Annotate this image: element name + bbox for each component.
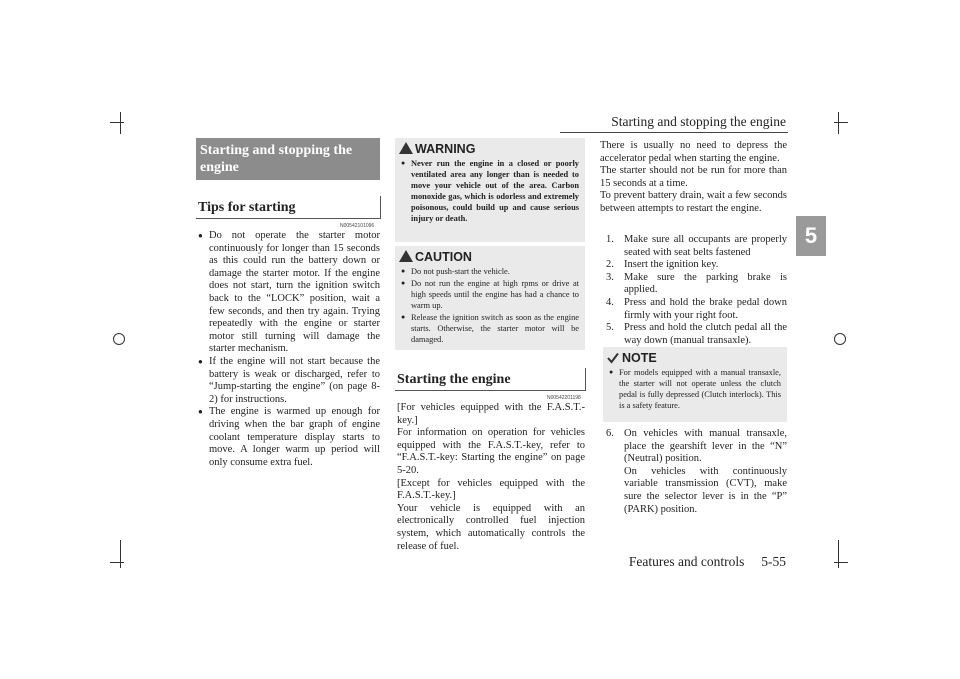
paragraph: [For vehicles equipped with the F.A.S.T.-key.] [397,402,585,426]
page-footer: Features and controls 5-55 [628,554,786,569]
list-item: ● Do not run the engine at high rpms or drive at high speeds until the engine has had a chance to warm up. [401,278,579,311]
crop-mark [838,112,839,134]
crop-mark [120,540,121,568]
doc-code: N00542201198 [547,395,581,401]
steps-list [606,234,787,347]
paragraph: [Except for vehicles equipped with the F.A.S.T.-key.] [397,477,585,502]
subheading-rule [585,368,586,391]
section-title: Starting and stopping the engine [196,138,380,180]
note-text [603,365,787,411]
caution-label: CAUTION [415,250,472,264]
subheading-tips: Tips for starting [198,200,296,215]
doc-code: N00542101096 [340,223,375,229]
crop-mark [834,562,848,563]
checkmark-note-icon [607,352,619,364]
crop-mark [110,562,124,563]
note-box [603,347,787,422]
subheading-starting: Starting the engine [397,372,511,387]
list-item: 3. Make sure the parking brake is applied. [606,271,787,296]
crop-mark [120,112,121,134]
paragraph: For information on operation for vehicles equipped with the F.A.S.T.-key, refer to “F.A.S.T.-key: Starting the engine” on page 5-20. [397,427,585,476]
caution-text [395,264,585,345]
tips-list [198,230,380,469]
page-header-title: Starting and stopping the engine [611,114,786,129]
note-label: NOTE [622,351,657,365]
warning-text [395,156,585,224]
list-item: ● The engine is warmed up enough for driving when the bar graph of engine coolant temperature display starts to move. A longer warm up period will only consume extra fuel. [198,406,380,469]
subheading-rule [380,196,381,219]
caution-header [395,246,585,264]
crop-mark [110,122,124,123]
caution-box [395,246,585,350]
list-item: 5. Press and hold the clutch pedal all the way down (manual transaxle). [606,322,787,346]
list-item: ● For models equipped with a manual transaxle, the starter will not operate unless the clutch pedal is fully depressed (Clutch interlock). This is a safety feature. [609,367,781,411]
chapter-tab: 5 [796,216,826,256]
warning-header [395,138,585,156]
subheading-rule [196,218,380,219]
paragraph: The starter should not be run for more than 15 seconds at a time. [600,165,787,189]
paragraph: Your vehicle is equipped with an electronically controlled fuel injection system, which automatically controls the release of fuel. [397,502,585,552]
warning-triangle-icon [399,142,413,154]
registration-circle [834,333,846,345]
crop-mark [834,122,848,123]
list-item: 6. On vehicles with manual transaxle, place the gearshift lever in the “N” (Neutral) position. On vehicles with continuously variable transmission (CVT), make sure the selector lever is in the “P” (PARK) position. [606,428,787,515]
list-item: ● Do not push-start the vehicle. [401,266,579,277]
note-header [603,347,787,365]
list-item: 2. Insert the ignition key. [606,259,719,271]
registration-circle [113,333,125,345]
list-item: ● Do not operate the starter motor continuously for longer than 15 seconds as this could run the battery down or damage the starter motor. If the engine does not start, turn the ignition switch back to the “LOCK” position, wait a few seconds, and then try again. Trying repeatedly with the engine or starter motor still turning will damage the starter mechanism. [198,230,380,356]
list-item: 4. Press and hold the brake pedal down firmly with your right foot. [606,296,787,321]
crop-mark [838,540,839,568]
caution-triangle-icon [399,250,413,262]
subheading-rule [395,390,585,391]
list-item: ● Never run the engine in a closed or poorly ventilated area any longer than is needed to move your vehicle out of the area. Carbon monoxide gas, which is odorless and extremely poisonous, could build up and cause serious injury or death. [401,158,579,224]
starting-paragraphs [397,402,585,553]
header-rule [560,132,788,133]
warning-label: WARNING [415,142,476,156]
paragraph: To prevent battery drain, wait a few seconds between attempts to restart the engine. [600,190,787,214]
warning-box [395,138,585,242]
paragraph: There is usually no need to depress the accelerator pedal when starting the engine. [600,140,787,164]
list-item: ● If the engine will not start because the battery is weak or discharged, refer to “Jump-starting the engine” (on page 8-2) for instructions. [198,356,380,406]
list-item: 1. Make sure all occupants are properly seated with seat belts fastened [606,234,787,258]
intro-paragraphs [600,140,787,216]
step-6 [606,428,787,516]
list-item: ● Release the ignition switch as soon as the engine starts. Otherwise, the starter motor will be damaged. [401,312,579,345]
